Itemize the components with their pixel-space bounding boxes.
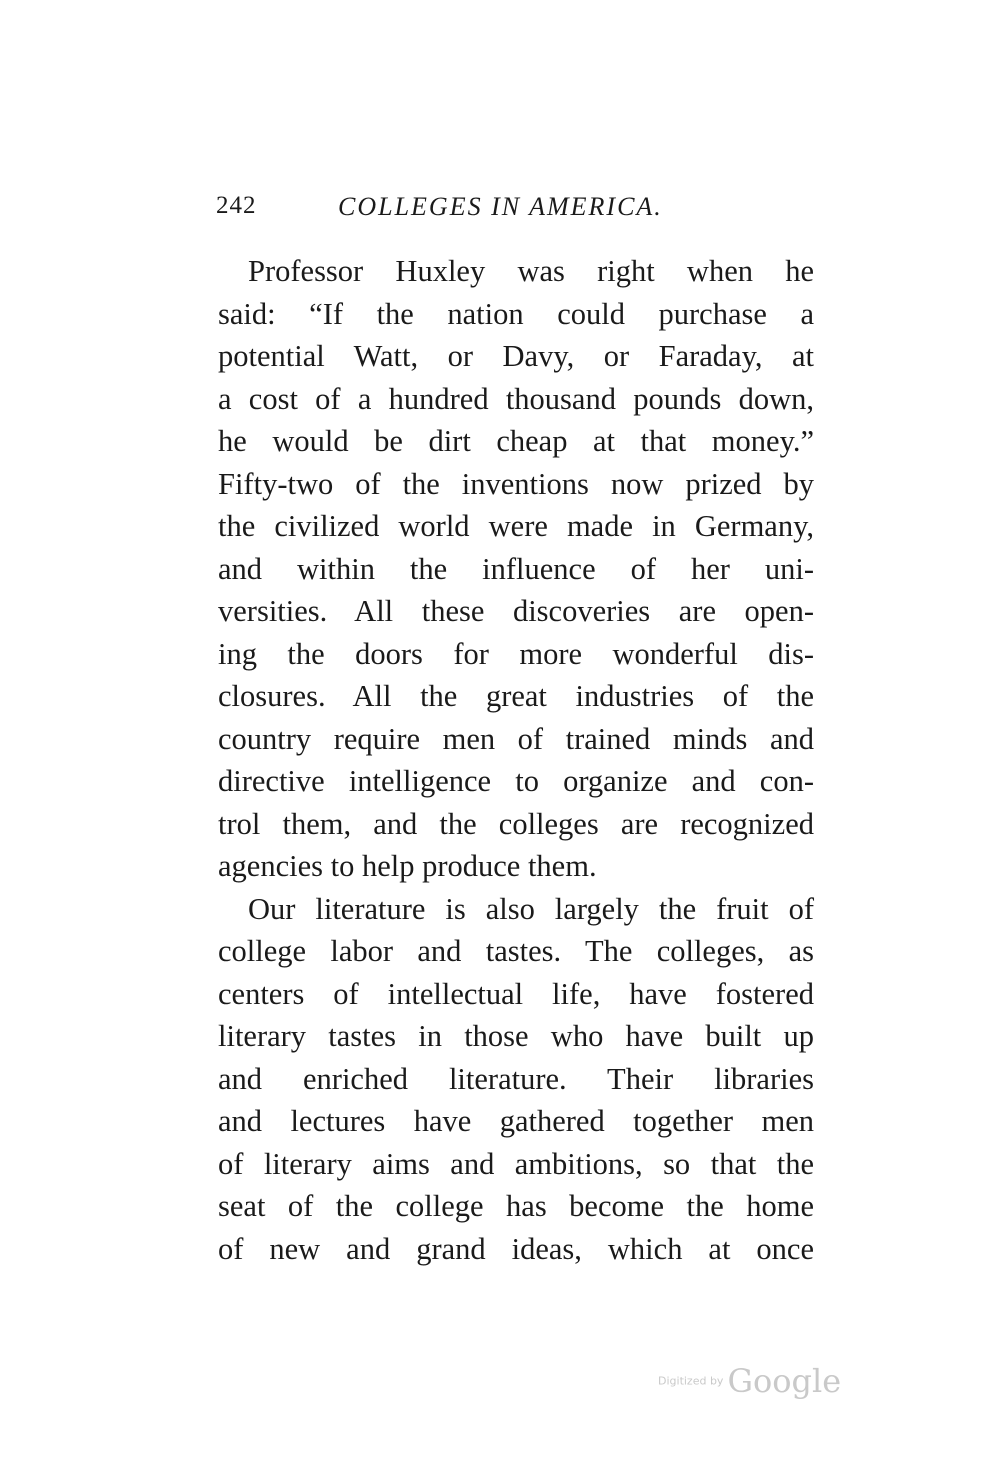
watermark-brand: Google (727, 1362, 842, 1400)
text-line: a cost of a hundred thousand pounds down, (218, 381, 814, 416)
text-line: closures. All the great industries of the (218, 679, 814, 713)
text-line: Our literature is also largely the fruit of (248, 891, 814, 926)
text-line: potential Watt, or Davy, or Faraday, at (218, 339, 814, 373)
text-line: Fifty-two of the inventions now prized by (218, 466, 814, 501)
text-line: versities. All these discoveries are open- (218, 594, 814, 628)
text-line: Professor Huxley was right when he (248, 254, 814, 288)
body-text (218, 250, 814, 1270)
text-line: of new and grand ideas, which at once (218, 1231, 814, 1266)
text-line: literary tastes in those who have built up (218, 1019, 814, 1053)
paragraph-2 (218, 888, 814, 1271)
text-line: ing the doors for more wonderful dis- (218, 636, 814, 671)
text-line: of literary aims and ambitions, so that the (218, 1146, 814, 1181)
running-title: COLLEGES IN AMERICA. (338, 192, 663, 221)
text-line: and lectures have gathered together men (218, 1104, 814, 1138)
text-line: centers of intellectual life, have fostered (218, 976, 814, 1011)
text-line: college labor and tastes. The colleges, as (218, 934, 814, 968)
text-line: seat of the college has become the home (218, 1189, 814, 1223)
text-line: country require men of trained minds and (218, 721, 814, 756)
page-number: 242 (216, 192, 257, 219)
watermark-prefix: Digitized by (658, 1374, 724, 1388)
text-line: and enriched literature. Their libraries (218, 1061, 814, 1096)
text-line: he would be dirt cheap at that money.” (218, 424, 814, 458)
paragraph-1 (218, 250, 814, 888)
text-line: directive intelligence to organize and con- (218, 764, 814, 798)
text-line: the civilized world were made in Germany, (218, 509, 814, 543)
text-line: trol them, and the colleges are recognized (218, 806, 814, 841)
digitized-by-watermark (658, 1362, 868, 1402)
text-line: said: “If the nation could purchase a (218, 296, 814, 331)
running-head (216, 192, 816, 226)
text-line: agencies to help produce them. (218, 849, 597, 883)
text-line: and within the influence of her uni- (218, 551, 814, 586)
